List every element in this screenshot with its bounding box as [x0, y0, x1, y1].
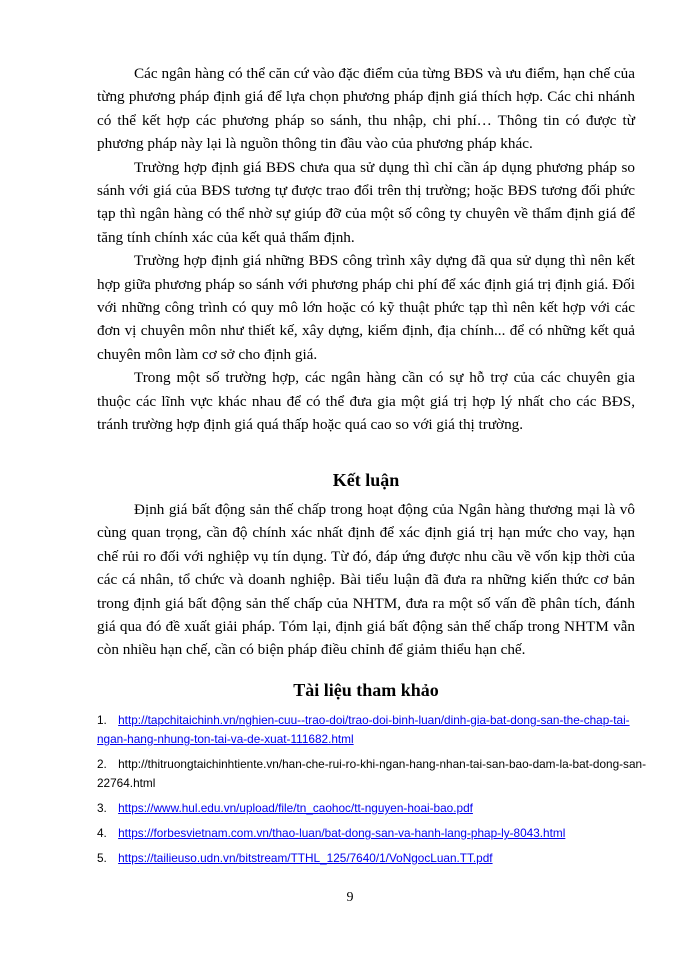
reference-item [97, 755, 657, 793]
reference-number: 1. [97, 713, 107, 727]
reference-number: 2. [97, 757, 107, 771]
reference-number: 5. [97, 851, 107, 865]
reference-link[interactable]: https://www.hul.edu.vn/upload/file/tn_caohoc/tt-nguyen-hoai-bao.pdf [118, 801, 473, 815]
reference-item [97, 711, 657, 749]
body-section [97, 62, 635, 437]
reference-list [97, 711, 657, 874]
reference-item [97, 824, 657, 843]
reference-item [97, 849, 657, 868]
reference-link[interactable]: https://forbesvietnam.com.vn/thao-luan/bat-dong-san-va-hanh-lang-phap-ly-8043.html [118, 826, 566, 840]
reference-text: http://thitruongtaichinhtiente.vn/han-che-rui-ro-khi-ngan-hang-nhan-tai-san-bao-dam-la-bat-dong-san-22764.html [97, 757, 647, 790]
conclusion-paragraph: Định giá bất động sản thế chấp trong hoạt động của Ngân hàng thương mại là vô cùng quan trọng, cần độ chính xác nhất định để xác định giá trị hạn mức cho vay, hạn chế rủi ro đối với nghiệp vụ tín dụng. Từ đó, đáp ứng được nhu cầu về vốn kịp thời của các cá nhân, tổ chức và doanh nghiệp. Bài tiểu luận đã đưa ra những kiến thức cơ bản trong định giá bất động sản thế chấp của NHTM, đưa ra một số vấn đề phân tích, đánh giá qua đó đề xuất giải pháp. Tóm lại, định giá bất động sản thế chấp trong NHTM vẫn còn nhiều hạn chế, cần có biện pháp điều chỉnh để giảm thiểu hạn chế. [97, 501, 635, 659]
reference-link[interactable]: https://tailieuso.udn.vn/bitstream/TTHL_125/7640/1/VoNgocLuan.TT.pdf [118, 851, 493, 865]
page-number: 9 [346, 890, 354, 905]
conclusion-section [97, 498, 635, 662]
reference-number: 3. [97, 801, 107, 815]
paragraph-method-selection: Các ngân hàng có thể căn cứ vào đặc điểm của từng BĐS và ưu điểm, hạn chế của từng phương pháp định giá để lựa chọn phương pháp định giá thích hợp. Các chi nhánh có thể kết hợp các phương pháp so sánh, thu nhập, chi phí… Thông tin có được từ phương pháp này lại là nguồn thông tin đầu vào của phương pháp khác. [97, 65, 635, 153]
paragraph-expert-support: Trong một số trường hợp, các ngân hàng cần có sự hỗ trợ của các chuyên gia thuộc các lĩnh vực khác nhau để có thể đưa gia một giá trị hợp lý nhất cho các BĐS, tránh trường hợp định giá quá thấp hoặc quá cao so với giá thị trường. [97, 369, 635, 434]
conclusion-heading: Kết luận [332, 470, 400, 490]
reference-link[interactable]: http://tapchitaichinh.vn/nghien-cuu--trao-doi/trao-doi-binh-luan/dinh-gia-bat-dong-san-the-chap-tai-ngan-hang-nhung-ton-tai-va-de-xuat-111682.html [97, 713, 630, 746]
reference-item [97, 799, 657, 818]
reference-number: 4. [97, 826, 107, 840]
paragraph-unused-property: Trường hợp định giá BĐS chưa qua sử dụng thì chỉ cần áp dụng phương pháp so sánh với giá của BĐS tương tự được trao đổi trên thị trường; hoặc BĐS tương đối phức tạp thì ngân hàng có thể nhờ sự giúp đỡ của một số công ty chuyên về thẩm định giá để tăng tính chính xác của kết quả thẩm định. [97, 158, 635, 246]
references-heading: Tài liệu tham khảo [293, 680, 439, 700]
paragraph-used-construction: Trường hợp định giá những BĐS công trình xây dựng đã qua sử dụng thì nên kết hợp giữa phương pháp so sánh với phương pháp chi phí để xác định giá trị định giá. Đối với những công trình có quy mô lớn hoặc có kỹ thuật phức tạp thì nên kết hợp với các đơn vị chuyên môn như thiết kế, xây dựng, kiểm định, địa chính... để có những kết quả chuyên môn làm cơ sở cho định giá. [97, 252, 635, 363]
